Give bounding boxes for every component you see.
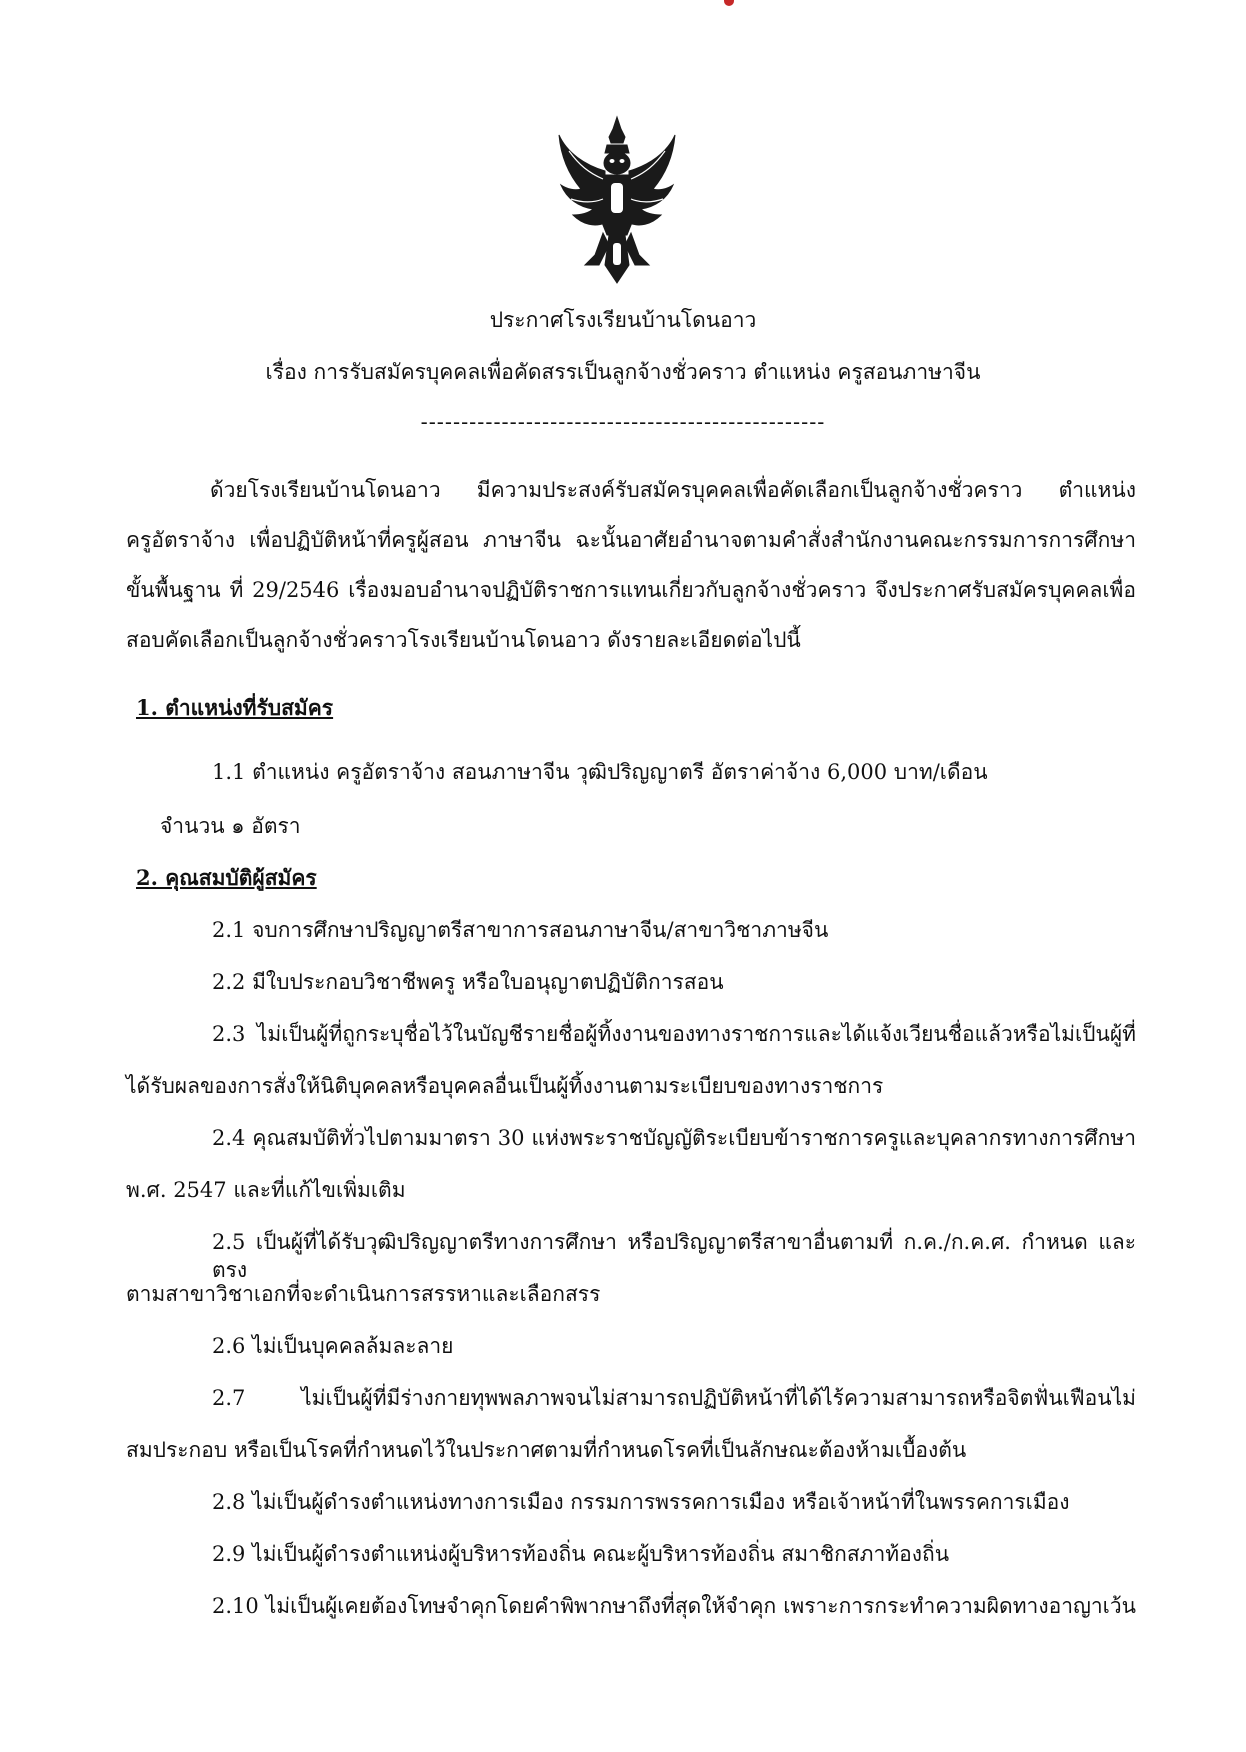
item-2-5-line-2: ตามสาขาวิชาเอกที่จะดำเนินการสรรหาและเลือกสรร: [126, 1282, 601, 1306]
item-2-4-line-1: 2.4 คุณสมบัติทั่วไปตามมาตรา 30 แห่งพระราชบัญญัติระเบียบข้าราชการครูและบุคลากรทางการศึกษา: [212, 1126, 1136, 1150]
header-divider: --------------------------------------------------: [420, 410, 826, 434]
item-2-8: 2.8 ไม่เป็นผู้ดำรงตำแหน่งทางการเมือง กรรมการพรรคการเมือง หรือเจ้าหน้าที่ในพรรคการเมือง: [212, 1490, 1070, 1514]
item-2-2: 2.2 มีใบประกอบวิชาชีพครู หรือใบอนุญาตปฏิบัติการสอน: [212, 970, 724, 994]
section-heading-qualifications: 2. คุณสมบัติผู้สมัคร: [136, 865, 317, 890]
intro-line-1: ด้วยโรงเรียนบ้านโดนอาว มีความประสงค์รับสมัครบุคคลเพื่อคัดเลือกเป็นลูกจ้างชั่วคราว ตำแหน่ง: [210, 478, 1136, 502]
item-2-7-line-2: สมประกอบ หรือเป็นโรคที่กำหนดไว้ในประกาศตามที่กำหนดโรคที่เป็นลักษณะต้องห้ามเบื้องต้น: [126, 1438, 967, 1462]
item-2-7-line-1: 2.7 ไม่เป็นผู้ที่มีร่างกายทุพพลภาพจนไม่สามารถปฏิบัติหน้าที่ได้ไร้ความสามารถหรือจิตฟั่นเฟือนไม่: [212, 1386, 1136, 1410]
item-2-3-line-2: ได้รับผลของการสั่งให้นิติบุคคลหรือบุคคลอื่นเป็นผู้ทิ้งงานตามระเบียบของทางราชการ: [126, 1074, 884, 1098]
item-2-4-line-2: พ.ศ. 2547 และที่แก้ไขเพิ่มเติม: [126, 1178, 406, 1202]
item-2-1: 2.1 จบการศึกษาปริญญาตรีสาขาการสอนภาษาจีน/สาขาวิชาภาษจีน: [212, 918, 829, 942]
item-1-1-line-1: 1.1 ตำแหน่ง ครูอัตราจ้าง สอนภาษาจีน วุฒิปริญญาตรี อัตราค่าจ้าง 6,000 บาท/เดือน: [212, 760, 988, 784]
item-2-5-line-1: 2.5 เป็นผู้ที่ได้รับวุฒิปริญญาตรีทางการศึกษา หรือปริญญาตรีสาขาอื่นตามที่ ก.ค./ก.ค.ศ. กำหนด และตรง: [212, 1230, 1136, 1282]
intro-line-2: ครูอัตราจ้าง เพื่อปฏิบัติหน้าที่ครูผู้สอน ภาษาจีน ฉะนั้นอาศัยอำนาจตามคำสั่งสำนักงานคณะกรรมการการศึกษา: [126, 528, 1136, 552]
intro-line-3: ขั้นพื้นฐาน ที่ 29/2546 เรื่องมอบอำนาจปฏิบัติราชการแทนเกี่ยวกับลูกจ้างชั่วคราว จึงประกาศรับสมัครบุคคลเพื่อ: [126, 578, 1136, 602]
document-subject: เรื่อง การรับสมัครบุคคลเพื่อคัดสรรเป็นลูกจ้างชั่วคราว ตำแหน่ง ครูสอนภาษาจีน: [265, 360, 981, 384]
document-title: ประกาศโรงเรียนบ้านโดนอาว: [489, 308, 757, 332]
item-1-1-line-2: จำนวน ๑ อัตรา: [160, 814, 301, 838]
item-2-3-line-1: 2.3 ไม่เป็นผู้ที่ถูกระบุชื่อไว้ในบัญชีรายชื่อผู้ทิ้งงานของทางราชการและได้แจ้งเวียนชื่อแล้วหรือไม่เป็นผู้ที่: [212, 1022, 1136, 1046]
section-heading-positions: 1. ตำแหน่งที่รับสมัคร: [136, 695, 334, 720]
item-2-10: 2.10 ไม่เป็นผู้เคยต้องโทษจำคุกโดยคำพิพากษาถึงที่สุดให้จำคุก เพราะการกระทำความผิดทางอาญาเว้น: [212, 1594, 1136, 1618]
item-2-6: 2.6 ไม่เป็นบุคคลล้มละลาย: [212, 1334, 454, 1358]
item-2-9: 2.9 ไม่เป็นผู้ดำรงตำแหน่งผู้บริหารท้องถิ่น คณะผู้บริหารท้องถิ่น สมาชิกสภาท้องถิ่น: [212, 1542, 950, 1566]
garuda-emblem-icon: [555, 115, 680, 285]
intro-line-4: สอบคัดเลือกเป็นลูกจ้างชั่วคราวโรงเรียนบ้านโดนอาว ดังรายละเอียดต่อไปนี้: [126, 628, 801, 652]
red-mark: [724, 0, 734, 6]
